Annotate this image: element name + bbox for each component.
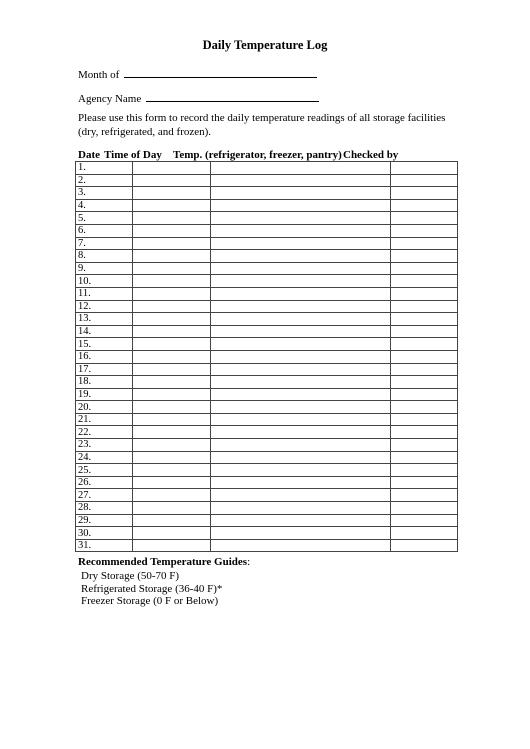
guides-title-text: Recommended Temperature Guides xyxy=(78,556,248,568)
checked-by-cell[interactable] xyxy=(391,514,458,527)
time-of-day-cell[interactable] xyxy=(133,162,211,175)
checked-by-cell[interactable] xyxy=(391,262,458,275)
temp-cell[interactable] xyxy=(211,187,391,200)
checked-by-cell[interactable] xyxy=(391,250,458,263)
temp-cell[interactable] xyxy=(211,250,391,263)
time-of-day-cell[interactable] xyxy=(133,502,211,515)
temp-cell[interactable] xyxy=(211,413,391,426)
date-cell: 16. xyxy=(76,350,133,363)
time-of-day-cell[interactable] xyxy=(133,388,211,401)
checked-by-cell[interactable] xyxy=(391,401,458,414)
date-cell: 12. xyxy=(76,300,133,313)
table-row xyxy=(76,539,458,552)
date-cell: 4. xyxy=(76,199,133,212)
checked-by-cell[interactable] xyxy=(391,313,458,326)
time-of-day-cell[interactable] xyxy=(133,350,211,363)
checked-by-cell[interactable] xyxy=(391,275,458,288)
agency-label: Agency Name xyxy=(78,93,142,105)
checked-by-cell[interactable] xyxy=(391,539,458,552)
time-of-day-cell[interactable] xyxy=(133,401,211,414)
time-of-day-cell[interactable] xyxy=(133,489,211,502)
table-row xyxy=(76,439,458,452)
date-cell: 27. xyxy=(76,489,133,502)
temp-cell[interactable] xyxy=(211,237,391,250)
temp-cell[interactable] xyxy=(211,476,391,489)
table-row xyxy=(76,489,458,502)
temperature-log-table xyxy=(75,161,458,552)
table-row xyxy=(76,224,458,237)
checked-by-cell[interactable] xyxy=(391,199,458,212)
date-cell: 26. xyxy=(76,476,133,489)
temp-cell[interactable] xyxy=(211,489,391,502)
temp-cell[interactable] xyxy=(211,376,391,389)
temp-cell[interactable] xyxy=(211,287,391,300)
table-row xyxy=(76,338,458,351)
temp-cell[interactable] xyxy=(211,527,391,540)
time-of-day-cell[interactable] xyxy=(133,287,211,300)
temp-cell[interactable] xyxy=(211,350,391,363)
checked-by-cell[interactable] xyxy=(391,212,458,225)
checked-by-cell[interactable] xyxy=(391,237,458,250)
time-of-day-cell[interactable] xyxy=(133,262,211,275)
date-cell: 22. xyxy=(76,426,133,439)
date-cell: 25. xyxy=(76,464,133,477)
table-row xyxy=(76,476,458,489)
date-cell: 21. xyxy=(76,413,133,426)
time-of-day-cell[interactable] xyxy=(133,237,211,250)
checked-by-cell[interactable] xyxy=(391,388,458,401)
agency-field xyxy=(78,90,319,105)
time-of-day-cell[interactable] xyxy=(133,338,211,351)
temp-cell[interactable] xyxy=(211,502,391,515)
checked-by-cell[interactable] xyxy=(391,439,458,452)
header-temp: Temp. (refrigerator, freezer, pantry) xyxy=(173,149,342,161)
checked-by-cell[interactable] xyxy=(391,174,458,187)
time-of-day-cell[interactable] xyxy=(133,476,211,489)
checked-by-cell[interactable] xyxy=(391,363,458,376)
checked-by-cell[interactable] xyxy=(391,476,458,489)
date-cell: 28. xyxy=(76,502,133,515)
date-cell: 14. xyxy=(76,325,133,338)
table-row xyxy=(76,287,458,300)
temp-cell[interactable] xyxy=(211,199,391,212)
table-row xyxy=(76,212,458,225)
checked-by-cell[interactable] xyxy=(391,489,458,502)
time-of-day-cell[interactable] xyxy=(133,426,211,439)
temp-cell[interactable] xyxy=(211,224,391,237)
temp-cell[interactable] xyxy=(211,439,391,452)
time-of-day-cell[interactable] xyxy=(133,451,211,464)
table-row xyxy=(76,237,458,250)
temp-cell[interactable] xyxy=(211,426,391,439)
time-of-day-cell[interactable] xyxy=(133,325,211,338)
table-row xyxy=(76,187,458,200)
temp-cell[interactable] xyxy=(211,401,391,414)
table-row xyxy=(76,502,458,515)
checked-by-cell[interactable] xyxy=(391,187,458,200)
temp-cell[interactable] xyxy=(211,363,391,376)
time-of-day-cell[interactable] xyxy=(133,439,211,452)
time-of-day-cell[interactable] xyxy=(133,250,211,263)
table-row xyxy=(76,376,458,389)
date-cell: 2. xyxy=(76,174,133,187)
table-row xyxy=(76,199,458,212)
guide-freezer-storage: Freezer Storage (0 F or Below) xyxy=(81,595,219,607)
time-of-day-cell[interactable] xyxy=(133,174,211,187)
table-row xyxy=(76,300,458,313)
date-cell: 31. xyxy=(76,539,133,552)
table-row xyxy=(76,350,458,363)
temp-cell[interactable] xyxy=(211,212,391,225)
log-table-body xyxy=(76,162,458,552)
time-of-day-cell[interactable] xyxy=(133,527,211,540)
month-input-line[interactable] xyxy=(124,66,317,78)
time-of-day-cell[interactable] xyxy=(133,212,211,225)
header-date: Date xyxy=(78,149,100,161)
date-cell: 29. xyxy=(76,514,133,527)
date-cell: 3. xyxy=(76,187,133,200)
table-row xyxy=(76,162,458,175)
temp-cell[interactable] xyxy=(211,325,391,338)
date-cell: 15. xyxy=(76,338,133,351)
guides-title xyxy=(78,556,250,568)
month-label: Month of xyxy=(78,69,120,81)
time-of-day-cell[interactable] xyxy=(133,300,211,313)
checked-by-cell[interactable] xyxy=(391,527,458,540)
checked-by-cell[interactable] xyxy=(391,338,458,351)
temp-cell[interactable] xyxy=(211,338,391,351)
table-row xyxy=(76,451,458,464)
checked-by-cell[interactable] xyxy=(391,426,458,439)
table-row xyxy=(76,363,458,376)
temp-cell[interactable] xyxy=(211,275,391,288)
checked-by-cell[interactable] xyxy=(391,287,458,300)
temp-cell[interactable] xyxy=(211,539,391,552)
time-of-day-cell[interactable] xyxy=(133,224,211,237)
date-cell: 6. xyxy=(76,224,133,237)
instructions-text: Please use this form to record the daily temperature readings of all storage facilities (dry, refrigerated, and frozen). xyxy=(78,112,446,138)
checked-by-cell[interactable] xyxy=(391,376,458,389)
table-row xyxy=(76,413,458,426)
time-of-day-cell[interactable] xyxy=(133,413,211,426)
checked-by-cell[interactable] xyxy=(391,325,458,338)
date-cell: 10. xyxy=(76,275,133,288)
date-cell: 5. xyxy=(76,212,133,225)
checked-by-cell[interactable] xyxy=(391,464,458,477)
agency-input-line[interactable] xyxy=(146,90,319,102)
date-cell: 19. xyxy=(76,388,133,401)
page-title: Daily Temperature Log xyxy=(202,38,328,52)
guides-title-colon: : xyxy=(247,556,251,568)
table-row xyxy=(76,275,458,288)
date-cell: 11. xyxy=(76,287,133,300)
table-row xyxy=(76,262,458,275)
time-of-day-cell[interactable] xyxy=(133,363,211,376)
guide-refrigerated-storage: Refrigerated Storage (36-40 F)* xyxy=(81,582,223,595)
header-time-of-day: Time of Day xyxy=(104,149,162,161)
table-row xyxy=(76,174,458,187)
checked-by-cell[interactable] xyxy=(391,502,458,515)
temp-cell[interactable] xyxy=(211,262,391,275)
temp-cell[interactable] xyxy=(211,464,391,477)
date-cell: 23. xyxy=(76,439,133,452)
date-cell: 1. xyxy=(76,162,133,175)
table-row xyxy=(76,527,458,540)
table-row xyxy=(76,464,458,477)
checked-by-cell[interactable] xyxy=(391,162,458,175)
header-checked-by: Checked by xyxy=(343,149,399,161)
time-of-day-cell[interactable] xyxy=(133,464,211,477)
checked-by-cell[interactable] xyxy=(391,350,458,363)
date-cell: 13. xyxy=(76,313,133,326)
month-field xyxy=(78,66,317,81)
guide-dry-storage: Dry Storage (50-70 F) xyxy=(81,570,180,582)
date-cell: 18. xyxy=(76,376,133,389)
date-cell: 17. xyxy=(76,363,133,376)
table-row xyxy=(76,313,458,326)
checked-by-cell[interactable] xyxy=(391,413,458,426)
date-cell: 9. xyxy=(76,262,133,275)
checked-by-cell[interactable] xyxy=(391,224,458,237)
table-row xyxy=(76,514,458,527)
temp-cell[interactable] xyxy=(211,514,391,527)
table-row xyxy=(76,401,458,414)
temp-cell[interactable] xyxy=(211,162,391,175)
time-of-day-cell[interactable] xyxy=(133,376,211,389)
table-row xyxy=(76,325,458,338)
time-of-day-cell[interactable] xyxy=(133,275,211,288)
temp-cell[interactable] xyxy=(211,174,391,187)
table-row xyxy=(76,388,458,401)
temp-cell[interactable] xyxy=(211,300,391,313)
table-row xyxy=(76,250,458,263)
time-of-day-cell[interactable] xyxy=(133,514,211,527)
time-of-day-cell[interactable] xyxy=(133,539,211,552)
date-cell: 30. xyxy=(76,527,133,540)
date-cell: 8. xyxy=(76,250,133,263)
temp-cell[interactable] xyxy=(211,313,391,326)
temp-cell[interactable] xyxy=(211,451,391,464)
guides-list xyxy=(81,570,222,608)
time-of-day-cell[interactable] xyxy=(133,187,211,200)
date-cell: 20. xyxy=(76,401,133,414)
time-of-day-cell[interactable] xyxy=(133,313,211,326)
time-of-day-cell[interactable] xyxy=(133,199,211,212)
temp-cell[interactable] xyxy=(211,388,391,401)
date-cell: 24. xyxy=(76,451,133,464)
date-cell: 7. xyxy=(76,237,133,250)
table-row xyxy=(76,426,458,439)
checked-by-cell[interactable] xyxy=(391,451,458,464)
checked-by-cell[interactable] xyxy=(391,300,458,313)
